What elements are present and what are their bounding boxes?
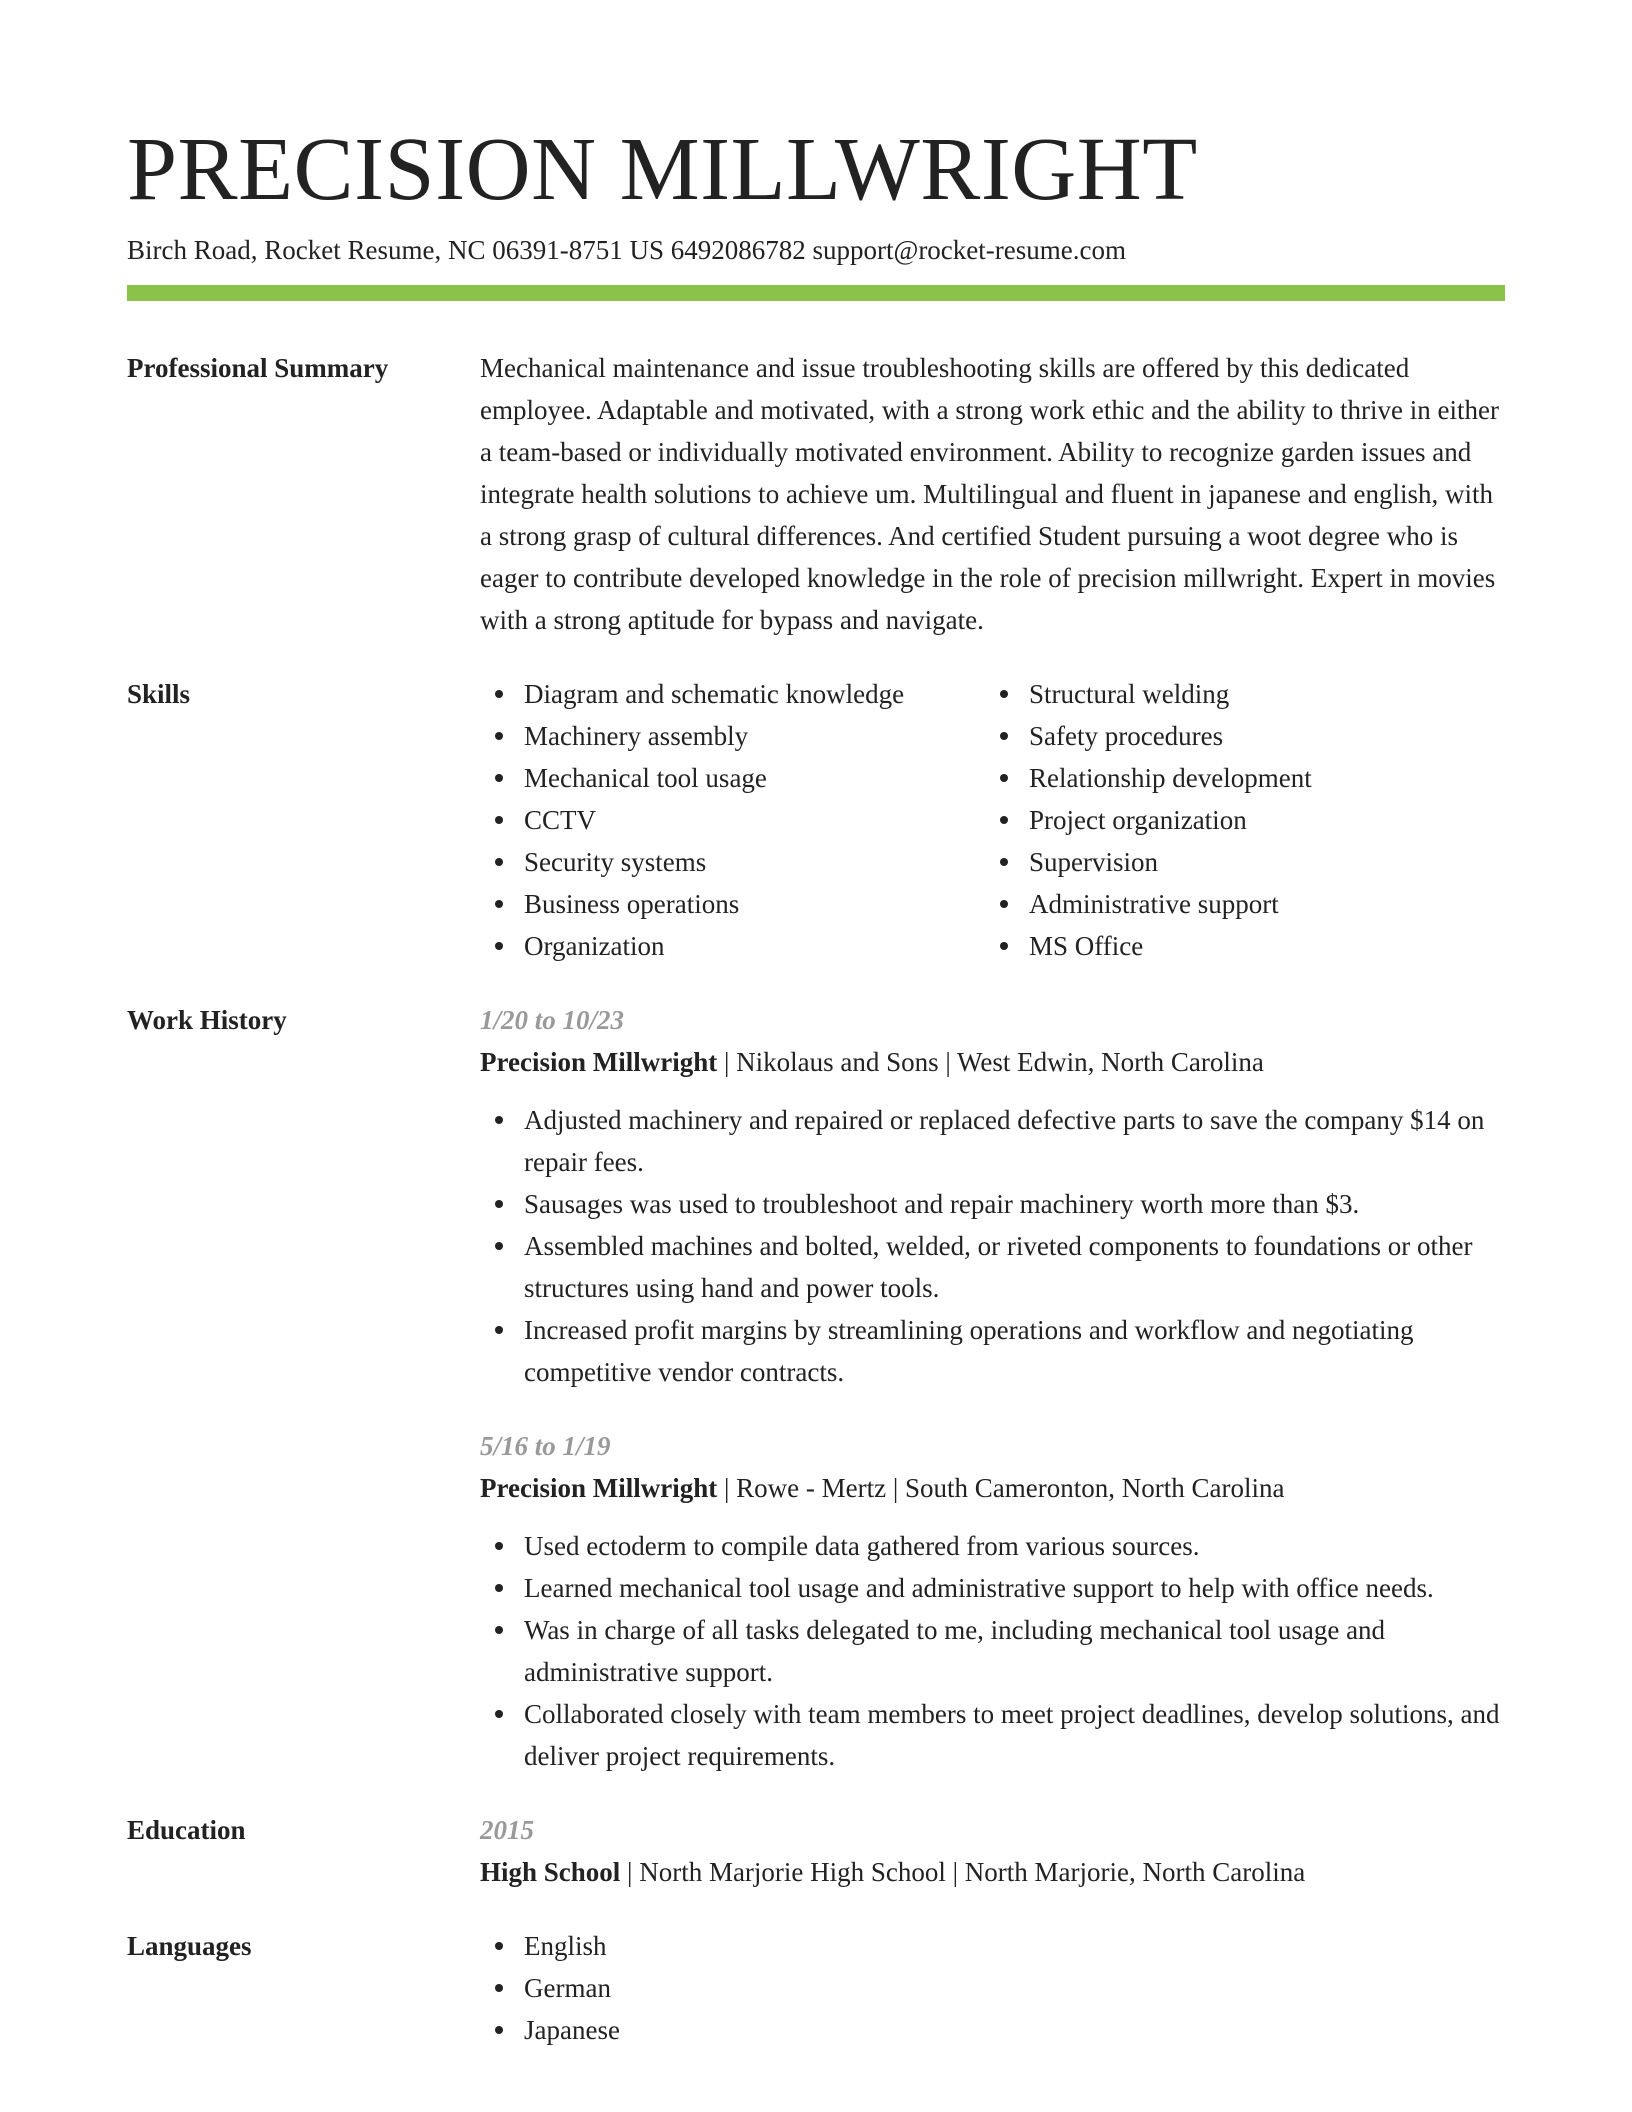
skill-item: Structural welding bbox=[985, 673, 1505, 715]
accent-divider bbox=[127, 285, 1505, 301]
skill-item: Diagram and schematic knowledge bbox=[480, 673, 985, 715]
degree: High School bbox=[480, 1857, 621, 1887]
contact-info: Birch Road, Rocket Resume, NC 06391-8751 US 6492086782 support@rocket-resume.com bbox=[127, 235, 1126, 265]
section-title: Skills bbox=[127, 679, 191, 709]
skill-item: Business operations bbox=[480, 883, 985, 925]
job-heading bbox=[480, 1467, 1505, 1509]
work-history-section bbox=[127, 999, 1505, 1777]
job-bullet: Increased profit margins by streamlining operations and workflow and negotiating competitive vendor contracts. bbox=[480, 1309, 1505, 1393]
skill-item: Relationship development bbox=[985, 757, 1505, 799]
skill-item: Administrative support bbox=[985, 883, 1505, 925]
skill-item: CCTV bbox=[480, 799, 985, 841]
education-heading bbox=[480, 1851, 1505, 1893]
job-bullet: Assembled machines and bolted, welded, or riveted components to foundations or other structures using hand and power tools. bbox=[480, 1225, 1505, 1309]
skill-item: MS Office bbox=[985, 925, 1505, 967]
section-title: Professional Summary bbox=[127, 353, 389, 383]
skill-item: Safety procedures bbox=[985, 715, 1505, 757]
job-entry bbox=[480, 1425, 1505, 1777]
language-item: Japanese bbox=[480, 2009, 1505, 2051]
job-dates: 1/20 to 10/23 bbox=[480, 1005, 625, 1035]
education-date: 2015 bbox=[480, 1815, 534, 1845]
job-details: | Rowe - Mertz | South Cameronton, North Carolina bbox=[717, 1473, 1285, 1503]
job-details: | Nikolaus and Sons | West Edwin, North Carolina bbox=[717, 1047, 1264, 1077]
job-bullet: Collaborated closely with team members to meet project deadlines, develop solutions, and deliver project requirements. bbox=[480, 1693, 1505, 1777]
job-heading bbox=[480, 1041, 1505, 1083]
summary-section bbox=[127, 347, 1505, 641]
skill-item: Project organization bbox=[985, 799, 1505, 841]
skill-item: Organization bbox=[480, 925, 985, 967]
languages-section bbox=[127, 1925, 1505, 2051]
education-section bbox=[127, 1809, 1505, 1893]
skills-list-right bbox=[985, 673, 1505, 967]
resume-name: PRECISION MILLWRIGHT bbox=[127, 120, 1198, 219]
section-title: Education bbox=[127, 1815, 246, 1845]
skill-item: Machinery assembly bbox=[480, 715, 985, 757]
job-title: Precision Millwright bbox=[480, 1473, 718, 1503]
job-bullet: Used ectoderm to compile data gathered from various sources. bbox=[480, 1525, 1505, 1567]
skills-section bbox=[127, 673, 1505, 967]
summary-text: Mechanical maintenance and issue troubleshooting skills are offered by this dedicated employee. Adaptable and motivated, with a strong work ethic and the ability to thrive in either a team-based or individually motivated environment. Ability to recognize garden issues and integrate health solutions to achieve um. Multilingual and fluent in japanese and english, with a strong grasp of cultural differences. And certified Student pursuing a woot degree who is eager to contribute developed knowledge in the role of precision millwright. Expert in movies with a strong aptitude for bypass and navigate. bbox=[480, 353, 1499, 635]
section-title: Work History bbox=[127, 1005, 287, 1035]
job-bullets bbox=[480, 1099, 1505, 1393]
job-bullet: Sausages was used to troubleshoot and repair machinery worth more than $3. bbox=[480, 1183, 1505, 1225]
job-entry bbox=[480, 999, 1505, 1393]
skill-item: Mechanical tool usage bbox=[480, 757, 985, 799]
job-title: Precision Millwright bbox=[480, 1047, 718, 1077]
job-bullet: Adjusted machinery and repaired or replaced defective parts to save the company $14 on repair fees. bbox=[480, 1099, 1505, 1183]
skill-item: Supervision bbox=[985, 841, 1505, 883]
job-bullet: Was in charge of all tasks delegated to me, including mechanical tool usage and administrative support. bbox=[480, 1609, 1505, 1693]
job-bullets bbox=[480, 1525, 1505, 1777]
language-item: English bbox=[480, 1925, 1505, 1967]
job-dates: 5/16 to 1/19 bbox=[480, 1431, 611, 1461]
school-details: | North Marjorie High School | North Marjorie, North Carolina bbox=[620, 1857, 1306, 1887]
section-title: Languages bbox=[127, 1931, 252, 1961]
languages-list bbox=[480, 1925, 1505, 2051]
skills-list-left bbox=[480, 673, 985, 967]
language-item: German bbox=[480, 1967, 1505, 2009]
job-bullet: Learned mechanical tool usage and administrative support to help with office needs. bbox=[480, 1567, 1505, 1609]
resume-page bbox=[127, 120, 1505, 2051]
skill-item: Security systems bbox=[480, 841, 985, 883]
